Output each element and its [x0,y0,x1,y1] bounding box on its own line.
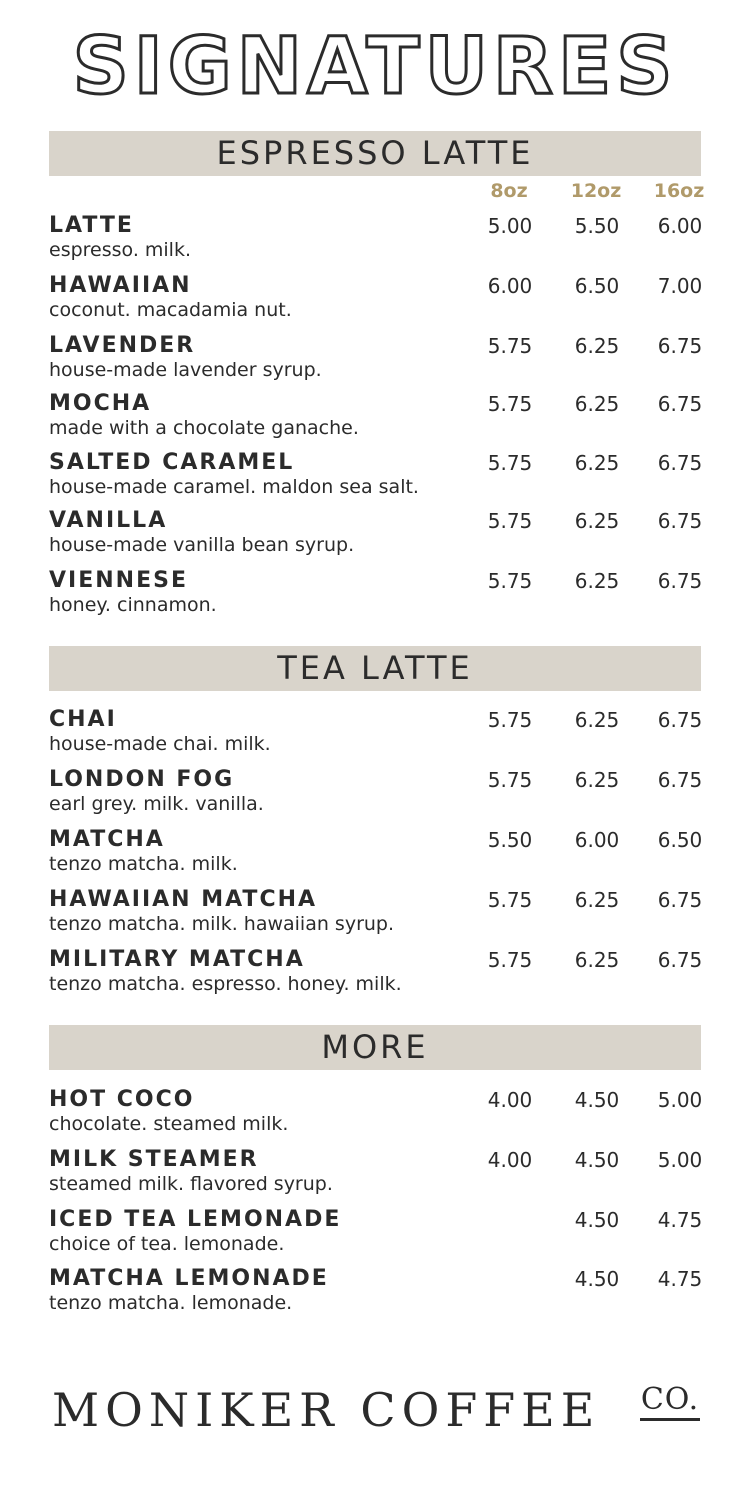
item-description: choice of tea. lemonade. [49,1233,285,1255]
price-16oz: 5.00 [657,1088,703,1112]
item-name: HOT COCO [49,1087,195,1112]
item-description: tenzo matcha. milk. [49,853,238,875]
menu-item [49,887,709,943]
menu-item [49,947,709,1003]
price-16oz: 6.75 [657,509,703,533]
price-12oz: 6.25 [574,948,620,972]
item-description: tenzo matcha. lemonade. [49,1292,293,1314]
price-8oz: 5.75 [487,451,533,475]
menu-item [49,391,709,447]
item-name: MILK STEAMER [49,1147,259,1172]
menu-item [49,707,709,763]
menu-item [49,1207,709,1263]
item-name: VANILLA [49,508,168,533]
price-16oz: 6.75 [657,768,703,792]
item-description: house-made lavender syrup. [49,359,322,381]
item-name: SALTED CARAMEL [49,450,295,475]
menu-item [49,213,709,269]
price-16oz: 6.50 [657,828,703,852]
price-8oz: 5.75 [487,708,533,732]
item-description: earl grey. milk. vanilla. [49,793,264,815]
item-description: tenzo matcha. milk. hawaiian syrup. [49,913,395,935]
item-description: coconut. macadamia nut. [49,299,292,321]
item-name: LATTE [49,213,134,238]
menu-item [49,1147,709,1203]
menu-item [49,1266,709,1322]
price-16oz: 6.75 [657,392,703,416]
price-8oz: 6.00 [487,274,533,298]
item-name: HAWAIIAN [49,273,192,298]
size-header-16oz: 16oz [653,180,705,202]
section-header-tea-latte: TEA LATTE [49,646,701,691]
price-12oz: 6.25 [574,708,620,732]
price-12oz: 6.25 [574,569,620,593]
item-description: honey. cinnamon. [49,594,217,616]
menu-item [49,568,709,624]
price-12oz: 5.50 [574,214,620,238]
price-16oz: 6.75 [657,888,703,912]
item-name: MILITARY MATCHA [49,947,305,972]
price-8oz: 5.50 [487,828,533,852]
menu-item [49,450,709,506]
price-8oz: 4.00 [487,1088,533,1112]
price-12oz: 4.50 [574,1208,620,1232]
item-name: VIENNESE [49,568,188,593]
price-16oz: 6.75 [657,451,703,475]
size-header-8oz: 8oz [490,180,528,202]
price-12oz: 4.50 [574,1088,620,1112]
price-8oz: 5.75 [487,569,533,593]
menu-item [49,827,709,883]
item-description: chocolate. steamed milk. [49,1113,289,1135]
price-16oz: 6.75 [657,708,703,732]
price-16oz: 5.00 [657,1148,703,1172]
price-16oz: 6.75 [657,948,703,972]
price-12oz: 6.50 [574,274,620,298]
price-12oz: 6.00 [574,828,620,852]
price-12oz: 6.25 [574,509,620,533]
menu-item [49,333,709,389]
item-name: LAVENDER [49,333,196,358]
item-name: MOCHA [49,391,152,416]
price-16oz: 4.75 [657,1267,703,1291]
price-16oz: 6.00 [657,214,703,238]
item-description: steamed milk. flavored syrup. [49,1173,333,1195]
item-description: house-made vanilla bean syrup. [49,534,355,556]
brand-logo-text: MONIKER COFFEE [52,1383,601,1437]
price-8oz: 5.75 [487,768,533,792]
menu-item [49,273,709,329]
price-16oz: 4.75 [657,1208,703,1232]
price-8oz: 5.75 [487,888,533,912]
item-name: MATCHA [49,827,165,852]
price-8oz: 5.75 [487,948,533,972]
price-8oz: 5.75 [487,334,533,358]
item-description: made with a chocolate ganache. [49,417,359,439]
item-name: ICED TEA LEMONADE [49,1207,342,1232]
item-name: HAWAIIAN MATCHA [49,887,318,912]
menu-item [49,508,709,564]
brand-logo-suffix: CO. [640,1382,700,1421]
price-16oz: 7.00 [657,274,703,298]
price-12oz: 6.25 [574,392,620,416]
price-12oz: 6.25 [574,768,620,792]
price-16oz: 6.75 [657,569,703,593]
price-16oz: 6.75 [657,334,703,358]
item-description: espresso. milk. [49,239,192,261]
item-name: LONDON FOG [49,767,235,792]
section-header-more: MORE [49,1025,701,1070]
item-name: MATCHA LEMONADE [49,1266,329,1291]
size-header-12oz: 12oz [570,180,622,202]
item-description: house-made chai. milk. [49,733,271,755]
price-12oz: 6.25 [574,334,620,358]
price-8oz: 4.00 [487,1148,533,1172]
price-12oz: 4.50 [574,1148,620,1172]
price-12oz: 6.25 [574,451,620,475]
price-8oz: 5.00 [487,214,533,238]
menu-item [49,1087,709,1143]
page-title: SIGNATURES [72,22,678,112]
price-12oz: 4.50 [574,1267,620,1291]
price-8oz: 5.75 [487,509,533,533]
item-name: CHAI [49,707,117,732]
menu-item [49,767,709,823]
item-description: house-made caramel. maldon sea salt. [49,476,419,498]
item-description: tenzo matcha. espresso. honey. milk. [49,973,402,995]
price-8oz: 5.75 [487,392,533,416]
section-header-espresso-latte: ESPRESSO LATTE [49,131,701,176]
price-12oz: 6.25 [574,888,620,912]
